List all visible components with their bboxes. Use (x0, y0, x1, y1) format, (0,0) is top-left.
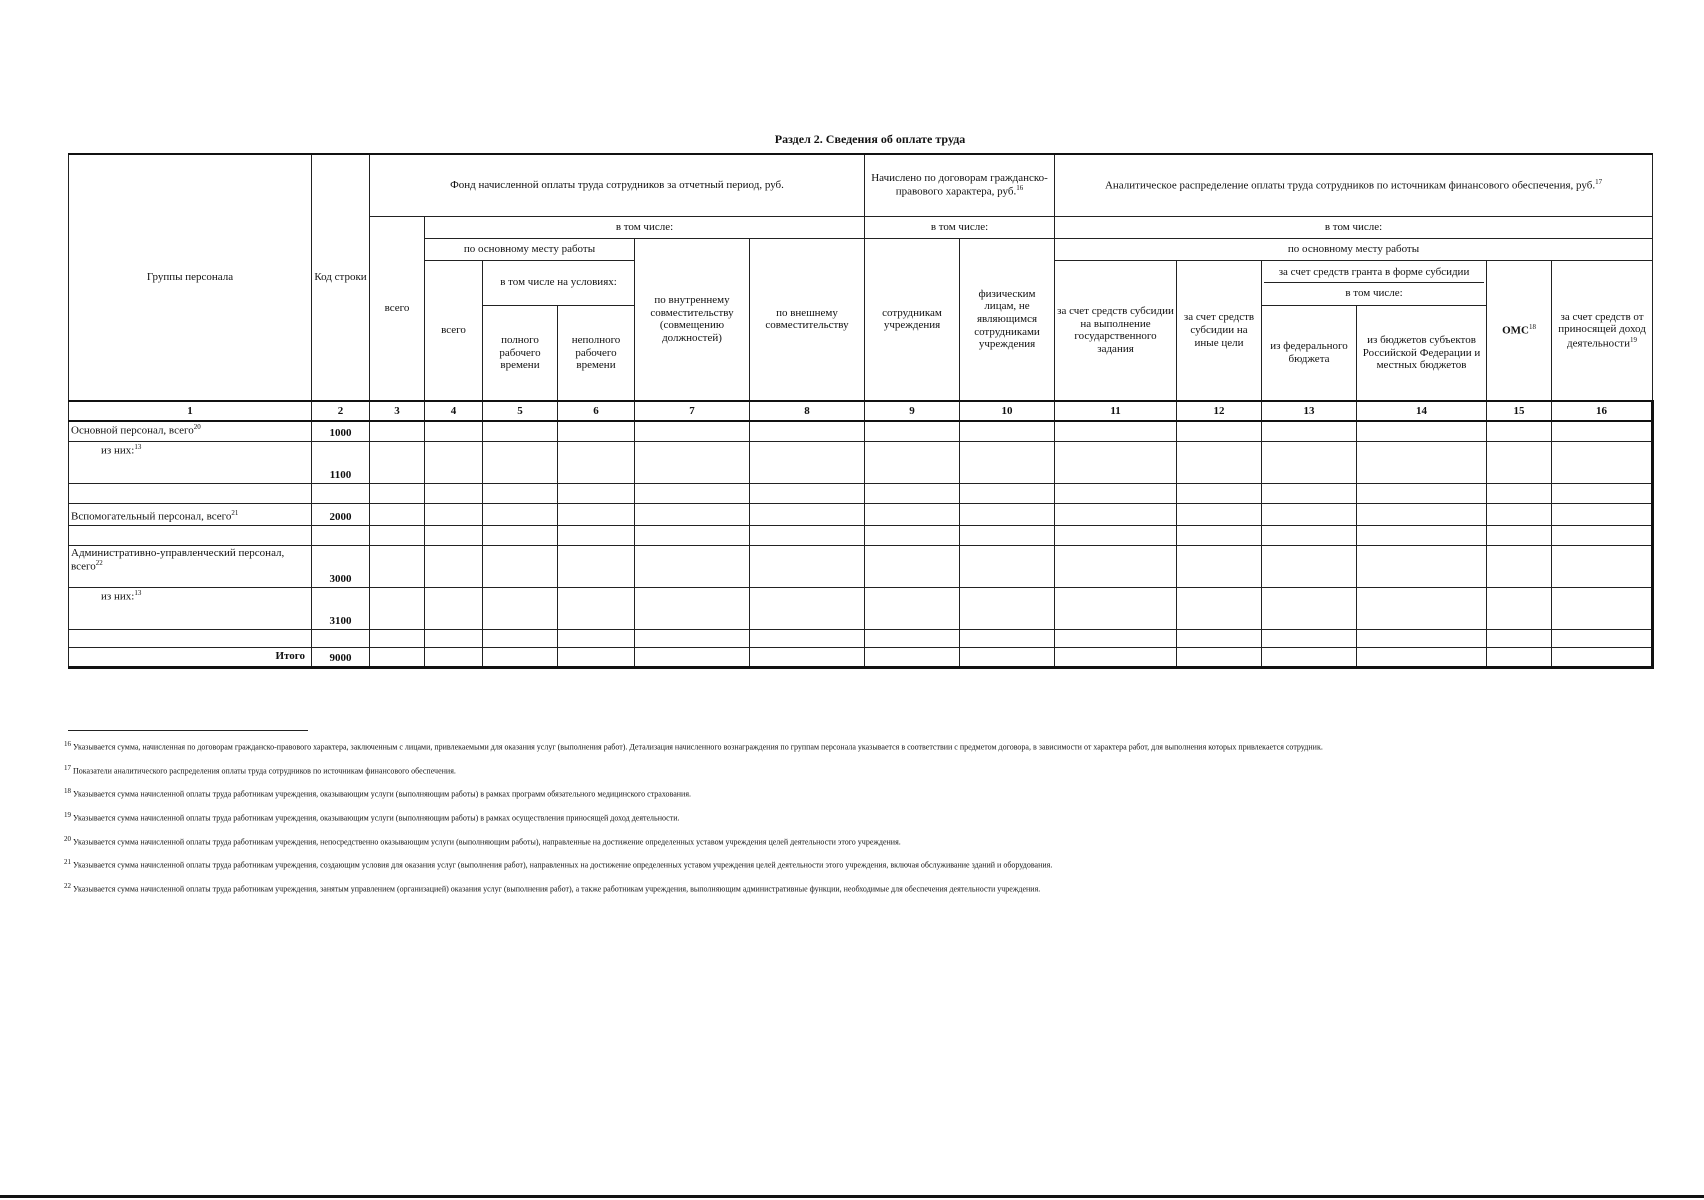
input-cell[interactable] (1262, 421, 1357, 441)
input-cell[interactable] (750, 525, 865, 545)
row-code: 3100 (312, 587, 370, 629)
input-cell[interactable] (960, 503, 1055, 525)
input-cell[interactable] (483, 545, 558, 587)
input-cell[interactable] (558, 503, 635, 525)
row-label-total: Итого (69, 647, 312, 667)
header-total: всего (370, 216, 425, 401)
row-label: из них:$^{13}$ (69, 441, 312, 483)
input-cell[interactable] (1487, 483, 1552, 503)
header-income: за счет средств от приносящей доход деятельности$^{19}$ (1552, 260, 1653, 401)
header-group-personnel: Группы персонала (69, 154, 312, 401)
input-cell[interactable] (750, 545, 865, 587)
input-cell[interactable] (750, 483, 865, 503)
input-cell[interactable] (1487, 647, 1552, 667)
input-cell[interactable] (750, 421, 865, 441)
input-cell[interactable] (865, 503, 960, 525)
footnote: $^{22}$ Указывается сумма начисленной оплаты труда работникам учреждения, занятым управлением (организацией) оказания услуг (выполнения работ), а также работникам учреждения, выполняющим административные функции, необходимые для обеспечения деятельности учреждения. (64, 881, 1041, 894)
input-cell[interactable] (1055, 587, 1177, 629)
header-internal: по внутреннему совместительству (совмещению должностей) (635, 238, 750, 401)
row-code (312, 525, 370, 545)
header-analytic-main-place: по основному месту работы (1055, 238, 1653, 260)
input-cell[interactable] (865, 483, 960, 503)
input-cell[interactable] (960, 647, 1055, 667)
input-cell[interactable] (1487, 525, 1552, 545)
footnote-separator (68, 730, 308, 731)
input-cell[interactable] (1552, 525, 1653, 545)
input-cell[interactable] (750, 647, 865, 667)
column-number: 16 (1552, 401, 1653, 421)
input-cell[interactable] (1055, 647, 1177, 667)
input-cell[interactable] (1177, 483, 1262, 503)
header-part-time: неполного рабочего времени (558, 305, 635, 401)
header-fund-title: Фонд начисленной оплаты труда сотрудников за отчетный период, руб. (370, 154, 865, 216)
input-cell[interactable] (1487, 503, 1552, 525)
input-cell[interactable] (558, 629, 635, 647)
footnote: $^{18}$ Указывается сумма начисленной оплаты труда работникам учреждения, оказывающим услуги (выполняющим работы) в рамках программ обязательного медицинского страхования. (64, 787, 691, 799)
column-number: 8 (750, 401, 865, 421)
input-cell[interactable] (1055, 503, 1177, 525)
input-cell[interactable] (960, 629, 1055, 647)
input-cell[interactable] (558, 483, 635, 503)
header-analytic-title: Аналитическое распределение оплаты труда сотрудников по источникам финансового обеспечения, руб.$^{17}$ (1055, 154, 1653, 216)
input-cell[interactable] (425, 587, 483, 629)
input-cell[interactable] (750, 503, 865, 525)
input-cell[interactable] (1177, 421, 1262, 441)
input-cell[interactable] (1177, 629, 1262, 647)
input-cell[interactable] (558, 421, 635, 441)
column-number: 1 (69, 401, 312, 421)
row-code: 1000 (312, 421, 370, 441)
input-cell[interactable] (1262, 441, 1357, 483)
table-row (69, 545, 1653, 587)
input-cell[interactable] (865, 545, 960, 587)
input-cell[interactable] (1262, 647, 1357, 667)
input-cell[interactable] (1357, 525, 1487, 545)
row-code: 3000 (312, 545, 370, 587)
input-cell[interactable] (1262, 629, 1357, 647)
header-contracts-title: Начислено по договорам гражданско-правового характера, руб.$^{16}$ (865, 154, 1055, 216)
footnote: $^{21}$ Указывается сумма начисленной оплаты труда работникам учреждения, создающим условия для оказания услуг (выполнения работ), направленных на достижение определенных уставом учреждения целей деятельности этого учреждения, включая обслуживание зданий и оборудования. (64, 858, 1053, 870)
input-cell[interactable] (370, 629, 425, 647)
input-cell[interactable] (483, 525, 558, 545)
header-including-conditions: в том числе на условиях: (483, 260, 635, 305)
input-cell[interactable] (1552, 441, 1653, 483)
input-cell[interactable] (370, 647, 425, 667)
input-cell[interactable] (865, 587, 960, 629)
pay-table (68, 153, 1654, 669)
input-cell[interactable] (1262, 483, 1357, 503)
header-subsidy-other: за счет средств субсидии на иные цели (1177, 260, 1262, 401)
input-cell[interactable] (1487, 629, 1552, 647)
footnote: $^{16}$ Указывается сумма, начисленная по договорам гражданско-правового характера, заключенным с лицами, привлекаемыми для оказания услуг (выполнения работ). Детализация начисленного вознаграждения по группам персонала указывается в соответствии с предметом договора, в зависимости от характера работ, для выполнения которых привлекается сотрудник. (64, 740, 1323, 752)
input-cell[interactable] (1357, 483, 1487, 503)
header-employees: сотрудникам учреждения (865, 238, 960, 401)
input-cell[interactable] (1552, 647, 1653, 667)
input-cell[interactable] (635, 647, 750, 667)
column-number: 6 (558, 401, 635, 421)
input-cell[interactable] (1487, 545, 1552, 587)
header-grant (1262, 260, 1487, 305)
input-cell[interactable] (1487, 587, 1552, 629)
input-cell[interactable] (865, 647, 960, 667)
input-cell[interactable] (1055, 483, 1177, 503)
table-row-total (69, 647, 1653, 667)
column-number: 3 (370, 401, 425, 421)
input-cell[interactable] (483, 647, 558, 667)
footnote: $^{17}$ Показатели аналитического распределения оплаты труда сотрудников по источникам финансового обеспечения. (64, 763, 456, 776)
footnote: $^{20}$ Указывается сумма начисленной оплаты труда работникам учреждения, непосредственно оказывающим услуги (выполняющим работы), направленные на достижение определенных уставом учреждения целей деятельности этого учреждения. (64, 834, 901, 847)
column-number: 15 (1487, 401, 1552, 421)
input-cell[interactable] (425, 545, 483, 587)
input-cell[interactable] (1055, 545, 1177, 587)
input-cell[interactable] (483, 587, 558, 629)
input-cell[interactable] (865, 421, 960, 441)
table-row (69, 587, 1653, 629)
header-individuals: физическим лицам, не являющимся сотрудниками учреждения (960, 238, 1055, 401)
input-cell[interactable] (1552, 483, 1653, 503)
input-cell[interactable] (865, 629, 960, 647)
input-cell[interactable] (425, 483, 483, 503)
input-cell[interactable] (483, 629, 558, 647)
input-cell[interactable] (1055, 525, 1177, 545)
row-label: Основной персонал, всего$^{20}$ (69, 421, 312, 441)
input-cell[interactable] (750, 441, 865, 483)
row-label (69, 629, 312, 647)
input-cell[interactable] (635, 525, 750, 545)
column-number: 5 (483, 401, 558, 421)
input-cell[interactable] (635, 545, 750, 587)
row-code: 2000 (312, 503, 370, 525)
input-cell[interactable] (635, 421, 750, 441)
input-cell[interactable] (1552, 421, 1653, 441)
input-cell[interactable] (960, 587, 1055, 629)
input-cell[interactable] (1357, 629, 1487, 647)
header-main-place: по основному месту работы (425, 238, 635, 260)
table-row (69, 503, 1653, 525)
footnotes (64, 738, 1604, 904)
input-cell[interactable] (1177, 545, 1262, 587)
input-cell[interactable] (960, 441, 1055, 483)
input-cell[interactable] (370, 587, 425, 629)
input-cell[interactable] (558, 545, 635, 587)
input-cell[interactable] (1552, 545, 1653, 587)
header-grant-label: за счет средств гранта в форме субсидии (1264, 262, 1484, 284)
input-cell[interactable] (1177, 587, 1262, 629)
input-cell[interactable] (1552, 629, 1653, 647)
row-code (312, 483, 370, 503)
column-number: 10 (960, 401, 1055, 421)
table-row (69, 441, 1653, 483)
input-cell[interactable] (370, 525, 425, 545)
column-number: 13 (1262, 401, 1357, 421)
header-contracts-including: в том числе: (865, 216, 1055, 238)
input-cell[interactable] (1055, 441, 1177, 483)
input-cell[interactable] (425, 421, 483, 441)
input-cell[interactable] (370, 545, 425, 587)
input-cell[interactable] (1357, 441, 1487, 483)
input-cell[interactable] (1487, 441, 1552, 483)
input-cell[interactable] (635, 587, 750, 629)
input-cell[interactable] (750, 629, 865, 647)
header-row-code: Код строки (312, 154, 370, 401)
row-label: Административно-управленческий персонал, всего$^{22}$ (69, 545, 312, 587)
input-cell[interactable] (960, 421, 1055, 441)
input-cell[interactable] (1177, 503, 1262, 525)
input-cell[interactable] (1177, 647, 1262, 667)
table-row (69, 525, 1653, 545)
column-number: 11 (1055, 401, 1177, 421)
input-cell[interactable] (1262, 587, 1357, 629)
row-label: Вспомогательный персонал, всего$^{21}$ (69, 503, 312, 525)
input-cell[interactable] (425, 525, 483, 545)
input-cell[interactable] (1357, 421, 1487, 441)
input-cell[interactable] (635, 483, 750, 503)
input-cell[interactable] (1357, 503, 1487, 525)
input-cell[interactable] (1055, 421, 1177, 441)
footnote: $^{19}$ Указывается сумма начисленной оплаты труда работникам учреждения, оказывающим услуги (выполняющим работы) в рамках осуществления приносящей доход деятельности. (64, 810, 680, 823)
input-cell[interactable] (960, 545, 1055, 587)
input-cell[interactable] (1552, 503, 1653, 525)
table-row (69, 629, 1653, 647)
input-cell[interactable] (558, 647, 635, 667)
input-cell[interactable] (1357, 587, 1487, 629)
table-row (69, 421, 1653, 441)
input-cell[interactable] (865, 441, 960, 483)
input-cell[interactable] (483, 441, 558, 483)
column-number: 9 (865, 401, 960, 421)
input-cell[interactable] (425, 629, 483, 647)
column-number: 14 (1357, 401, 1487, 421)
header-subsidy-state: за счет средств субсидии на выполнение государственного задания (1055, 260, 1177, 401)
input-cell[interactable] (635, 441, 750, 483)
input-cell[interactable] (1262, 525, 1357, 545)
header-including: в том числе: (425, 216, 865, 238)
input-cell[interactable] (1262, 545, 1357, 587)
input-cell[interactable] (558, 587, 635, 629)
header-federal: из федерального бюджета (1262, 305, 1357, 401)
input-cell[interactable] (370, 503, 425, 525)
header-analytic-including: в том числе: (1055, 216, 1653, 238)
row-code: 9000 (312, 647, 370, 667)
input-cell[interactable] (960, 525, 1055, 545)
row-label: из них:$^{13}$ (69, 587, 312, 629)
input-cell[interactable] (960, 483, 1055, 503)
input-cell[interactable] (1552, 587, 1653, 629)
row-label (69, 483, 312, 503)
input-cell[interactable] (483, 421, 558, 441)
input-cell[interactable] (1177, 441, 1262, 483)
input-cell[interactable] (635, 629, 750, 647)
page-bottom-line (0, 1195, 1704, 1198)
input-cell[interactable] (635, 503, 750, 525)
input-cell[interactable] (425, 441, 483, 483)
row-code: 1100 (312, 441, 370, 483)
input-cell[interactable] (483, 503, 558, 525)
input-cell[interactable] (1357, 545, 1487, 587)
page-title: Раздел 2. Сведения об оплате труда (774, 132, 966, 146)
input-cell[interactable] (425, 503, 483, 525)
input-cell[interactable] (558, 525, 635, 545)
header-regional: из бюджетов субъектов Российской Федерации и местных бюджетов (1357, 305, 1487, 401)
table-row (69, 483, 1653, 503)
column-number: 2 (312, 401, 370, 421)
header-grant-including: в том числе: (1345, 287, 1403, 300)
header-oms: ОМС$^{18}$ (1487, 260, 1552, 401)
input-cell[interactable] (1262, 503, 1357, 525)
input-cell[interactable] (370, 421, 425, 441)
input-cell[interactable] (1177, 525, 1262, 545)
row-code (312, 629, 370, 647)
input-cell[interactable] (425, 647, 483, 667)
column-numbers-row (69, 401, 1653, 421)
column-number: 12 (1177, 401, 1262, 421)
input-cell[interactable] (865, 525, 960, 545)
input-cell[interactable] (1357, 647, 1487, 667)
header-main-total: всего (425, 260, 483, 401)
row-label (69, 525, 312, 545)
input-cell[interactable] (1487, 421, 1552, 441)
input-cell[interactable] (370, 483, 425, 503)
input-cell[interactable] (483, 483, 558, 503)
header-full-time: полного рабочего времени (483, 305, 558, 401)
input-cell[interactable] (1055, 629, 1177, 647)
input-cell[interactable] (370, 441, 425, 483)
input-cell[interactable] (750, 587, 865, 629)
column-number: 7 (635, 401, 750, 421)
column-number: 4 (425, 401, 483, 421)
input-cell[interactable] (558, 441, 635, 483)
header-external: по внешнему совместительству (750, 238, 865, 401)
